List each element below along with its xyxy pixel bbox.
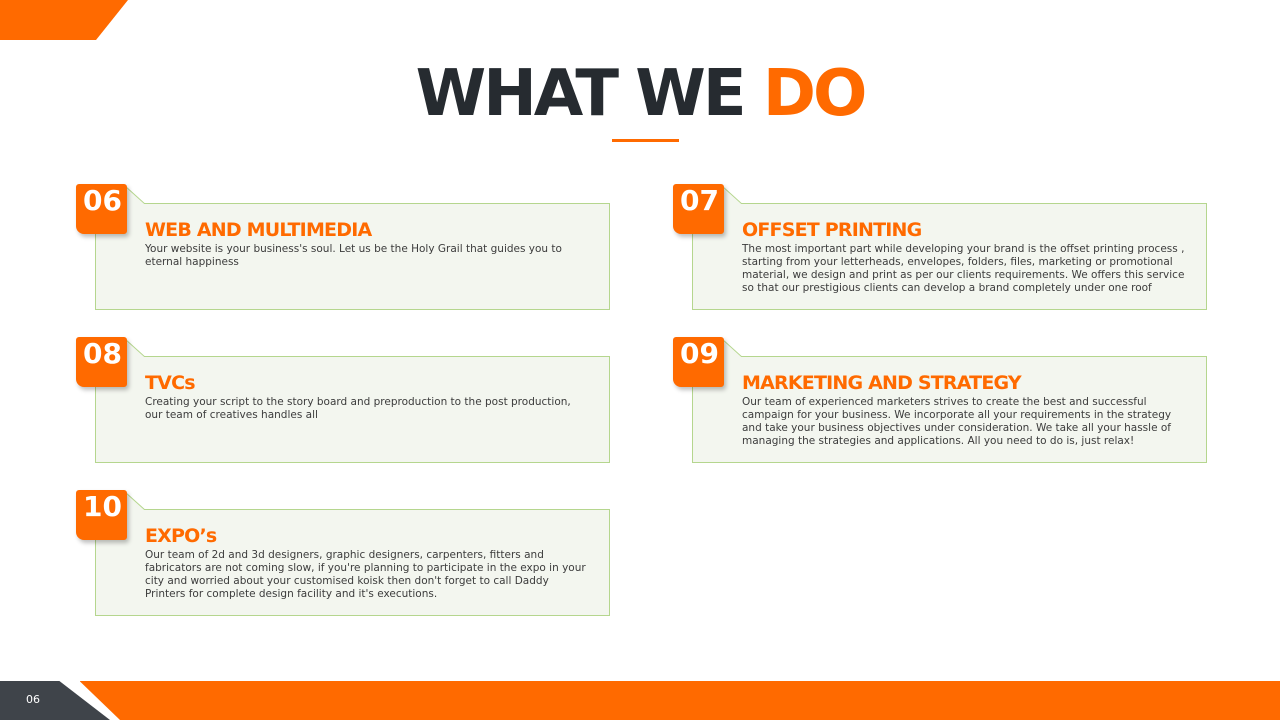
title-underline xyxy=(612,139,679,142)
service-card-marketing-strategy xyxy=(673,337,1188,447)
card-number: 06 xyxy=(83,184,122,217)
card-title: WEB AND MULTIMEDIA xyxy=(145,219,372,241)
card-description: Our team of 2d and 3d designers, graphic designers, carpenters, fitters and fabricators are not coming slow, if you're planning to participate in the expo in your city and worried about your customised koisk then don't forget to call Daddy Printers for complete design facility and it's executions. xyxy=(145,549,586,600)
corner-decoration xyxy=(0,0,128,40)
service-card-web-multimedia xyxy=(76,184,591,291)
card-number: 10 xyxy=(83,490,122,523)
title-main: WHAT WE xyxy=(415,57,763,131)
service-card-tvcs xyxy=(76,337,591,444)
card-description: Your website is your business's soul. Let us be the Holy Grail that guides you to eternal happiness xyxy=(145,243,562,268)
card-description: The most important part while developing your brand is the offset printing process , starting from your letterheads, envelopes, folders, files, marketing or promotional material, we design and print as per our clients requirements. We offers this service so that our prestigious clients can develop a brand completely under one roof xyxy=(742,243,1185,294)
card-title: MARKETING AND STRATEGY xyxy=(742,372,1021,394)
service-card-offset-printing xyxy=(673,184,1188,294)
service-card-expos xyxy=(76,490,591,600)
card-description: Creating your script to the story board and preproduction to the post production, our team of creatives handles all xyxy=(145,396,571,421)
slide-title xyxy=(0,56,1280,132)
card-number: 07 xyxy=(680,184,719,217)
footer-bar xyxy=(80,681,1280,720)
card-title: TVCs xyxy=(145,372,195,394)
card-description: Our team of experienced marketers strives to create the best and successful campaign for your business. We incorporate all your requirements in the strategy and take your business objectives under consideration. We take all your hassle of managing the strategies and applications. All you need to do is, just relax! xyxy=(742,396,1172,447)
card-title: EXPO’s xyxy=(145,525,217,547)
card-title: OFFSET PRINTING xyxy=(742,219,922,241)
page-number: 06 xyxy=(26,693,40,706)
title-accent: DO xyxy=(762,57,865,131)
card-number: 08 xyxy=(83,337,122,370)
card-number: 09 xyxy=(680,337,719,370)
